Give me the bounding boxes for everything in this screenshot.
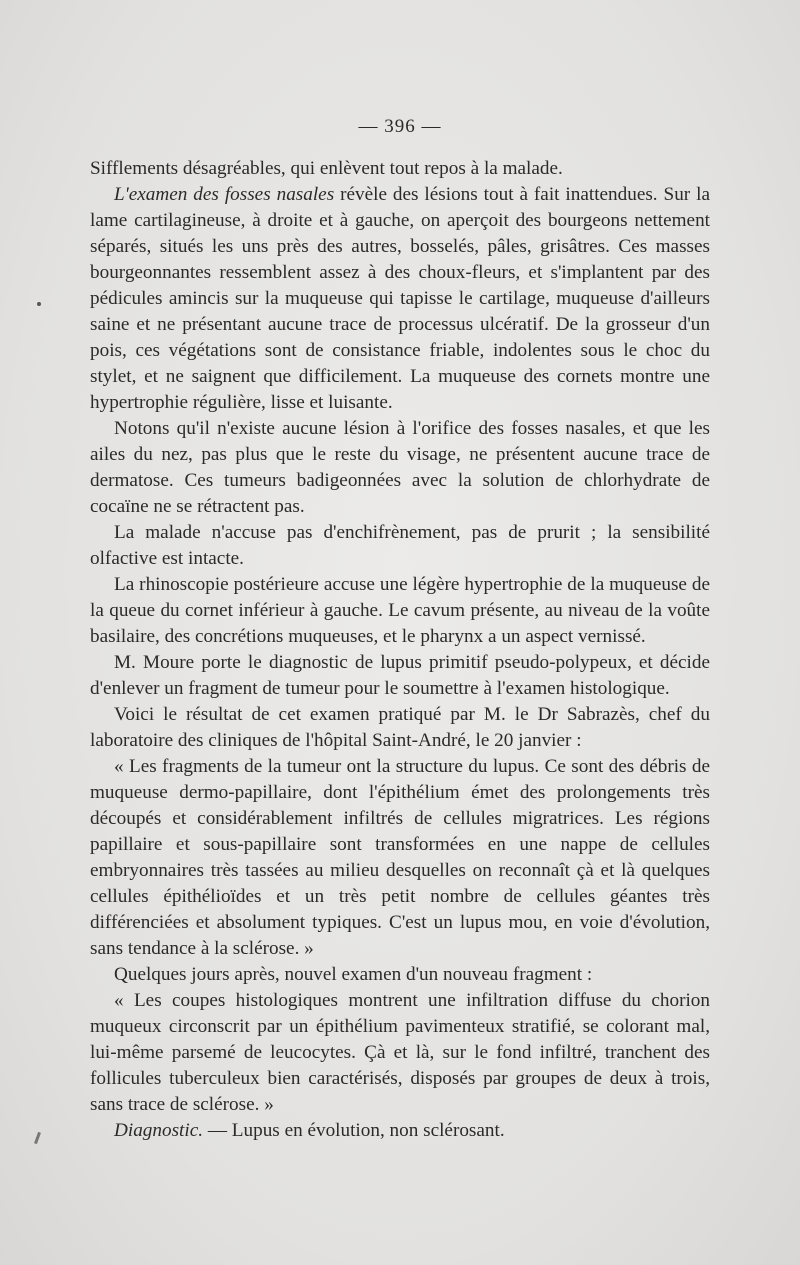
- paragraph-text: « Les fragments de la tumeur ont la structure du lupus. Ce sont des débris de muqueuse dermo-papillaire, dont l'épithélium émet des prolongements très découpés et considérablement infiltrés de cellules migratrices. Les régions papillaire et sous-papillaire sont transformées en une nappe de cellules embryonnaires très tassées au milieu desquelles on reconnaît çà et là quelques cellules épithélioïdes et un très petit nombre de cellules géantes très différenciées et absolument typiques. C'est un lupus mou, en voie d'évolution, sans tendance à la sclérose. »: [90, 756, 710, 959]
- paragraph: [90, 650, 710, 702]
- paragraph-text: La rhinoscopie postérieure accuse une légère hypertrophie de la muqueuse de la queue du cornet inférieur à gauche. Le cavum présente, au niveau de la voûte basilaire, des concrétions muqueuses, et le pharynx a un aspect vernissé.: [90, 574, 710, 647]
- margin-mark: [34, 1132, 41, 1144]
- paragraph-text: Quelques jours après, nouvel examen d'un nouveau fragment :: [114, 964, 593, 985]
- paragraph: [90, 520, 710, 572]
- italic-lead: L'examen des fosses nasales: [114, 184, 335, 205]
- body-text: [90, 156, 710, 1144]
- paragraph-text: Sifflements désagréables, qui enlèvent tout repos à la malade.: [90, 158, 563, 179]
- paragraph: [90, 572, 710, 650]
- paragraph-text: « Les coupes histologiques montrent une infiltration diffuse du chorion muqueux circonscrit par un épithélium pavimenteux stratifié, se colorant mal, lui-même parsemé de leucocytes. Çà et là, sur le fond infiltré, tranchent des follicules tuberculeux bien caractérisés, disposés par groupes de deux à trois, sans trace de sclérose. »: [90, 990, 710, 1115]
- quote-paragraph: [90, 754, 710, 962]
- paragraph-text: M. Moure porte le diagnostic de lupus primitif pseudo-polypeux, et décide d'enlever un fragment de tumeur pour le soumettre à l'examen histologique.: [90, 652, 710, 699]
- paragraph: [90, 962, 710, 988]
- paragraph-text: Voici le résultat de cet examen pratiqué par M. le Dr Sabrazès, chef du laboratoire des cliniques de l'hôpital Saint-André, le 20 janvier :: [90, 704, 710, 751]
- paragraph: [90, 182, 710, 416]
- paragraph-text: Notons qu'il n'existe aucune lésion à l'orifice des fosses nasales, et que les ailes du nez, pas plus que le reste du visage, ne présentent aucune trace de dermatose. Ces tumeurs badigeonnées avec la solution de chlorhydrate de cocaïne ne se rétractent pas.: [90, 418, 710, 517]
- paragraph: [90, 156, 710, 182]
- page-number: — 396 —: [358, 116, 442, 137]
- italic-lead: Diagnostic.: [114, 1120, 204, 1141]
- margin-mark: [37, 302, 41, 306]
- diagnosis-paragraph: [90, 1118, 710, 1144]
- paragraph: [90, 702, 710, 754]
- quote-paragraph: [90, 988, 710, 1118]
- paragraph-text: La malade n'accuse pas d'enchifrènement, pas de prurit ; la sensibilité olfactive est intacte.: [90, 522, 710, 569]
- paragraph-text: révèle des lésions tout à fait inattendues. Sur la lame cartilagineuse, à droite et à gauche, on aperçoit des bourgeons nettement séparés, situés les uns près des autres, bosselés, pâles, grisâtres. Ces masses bourgeonnantes ressemblent assez à des choux-fleurs, et s'implantent par des pédicules amincis sur la muqueuse qui tapisse le cartilage, muqueuse d'ailleurs saine et ne présentant aucune trace de processus ulcératif. De la grosseur d'un pois, ces végétations sont de consistance friable, indolentes sous le choc du stylet, et ne saignent que difficilement. La muqueuse des cornets montre une hypertrophie régulière, lisse et luisante.: [90, 184, 710, 413]
- paragraph-text: — Lupus en évolution, non sclérosant.: [203, 1120, 505, 1141]
- paragraph: [90, 416, 710, 520]
